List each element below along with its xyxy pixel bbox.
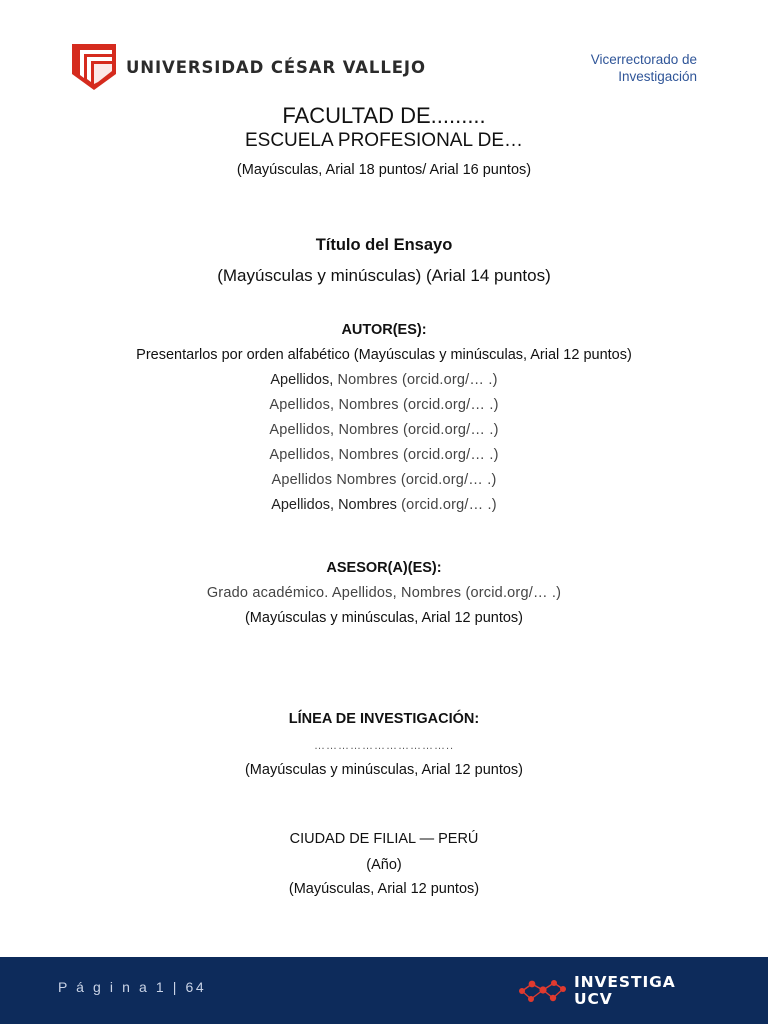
school-heading: ESCUELA PROFESIONAL DE…	[244, 130, 524, 151]
essay-title: Título del Ensayo	[315, 236, 453, 254]
advisors-heading: ASESOR(A)(ES):	[326, 560, 442, 576]
office-line-1: Vicerrectorado de	[590, 52, 697, 67]
author-entry-rest: Apellidos, Nombres (orcid.org/… .)	[269, 447, 499, 463]
ucv-shield-icon	[72, 44, 116, 90]
network-dots-icon	[516, 976, 568, 1006]
author-entry	[0, 422, 768, 438]
city-country: CIUDAD DE FILIAL — PERÚ	[289, 831, 479, 847]
faculty-heading: FACULTAD DE.........	[282, 103, 486, 128]
page-number: P á g i n a 1 | 64	[58, 979, 207, 995]
title-format-note: (Mayúsculas y minúsculas) (Arial 14 puntos)	[217, 266, 551, 285]
brand-line-2: UCV	[574, 990, 613, 1008]
brand-name	[574, 974, 676, 1008]
author-entry-rest: Nombres (orcid.org/… .)	[333, 372, 498, 388]
brand-line-1: INVESTIGA	[574, 973, 676, 991]
author-entry	[0, 397, 768, 413]
author-entry-rest: (orcid.org/… .)	[396, 497, 497, 513]
author-entry	[0, 472, 768, 488]
office-line-2: Investigación	[618, 69, 697, 84]
authors-instruction: Presentarlos por orden alfabético (Mayúsculas y minúsculas, Arial 12 puntos)	[136, 347, 632, 363]
research-line-placeholder: ……………………………..	[313, 740, 455, 752]
university-name: UNIVERSIDAD CÉSAR VALLEJO	[126, 57, 426, 77]
university-logo	[72, 44, 426, 90]
author-entry	[0, 447, 768, 463]
office-label	[591, 51, 697, 85]
research-line-heading: LÍNEA DE INVESTIGACIÓN:	[288, 711, 480, 727]
authors-heading: AUTOR(ES):	[341, 322, 427, 338]
heading-format-note: (Mayúsculas, Arial 18 puntos/ Arial 16 puntos)	[236, 162, 532, 178]
research-line-format-note: (Mayúsculas y minúsculas, Arial 12 puntos)	[244, 762, 524, 778]
advisor-entry	[0, 585, 768, 601]
author-entry	[0, 372, 768, 388]
advisor-format-note: (Mayúsculas y minúsculas, Arial 12 puntos)	[244, 610, 524, 626]
author-entry-rest: Apellidos, Nombres (orcid.org/… .)	[269, 397, 499, 413]
closing-format-note: (Mayúsculas, Arial 12 puntos)	[288, 881, 480, 897]
author-entry	[0, 497, 768, 513]
investiga-ucv-logo	[516, 973, 676, 1009]
year-placeholder: (Año)	[366, 857, 402, 873]
advisor-entry-text: Grado académico. Apellidos, Nombres (orcid.org/… .)	[206, 585, 562, 601]
author-entry-rest: Apellidos, Nombres (orcid.org/… .)	[269, 422, 499, 438]
author-entry-rest: Apellidos Nombres (orcid.org/… .)	[271, 472, 497, 488]
page-footer	[0, 957, 768, 1024]
author-entry-lead: Apellidos,	[270, 372, 334, 388]
author-entry-lead: Apellidos, Nombres	[271, 497, 397, 513]
